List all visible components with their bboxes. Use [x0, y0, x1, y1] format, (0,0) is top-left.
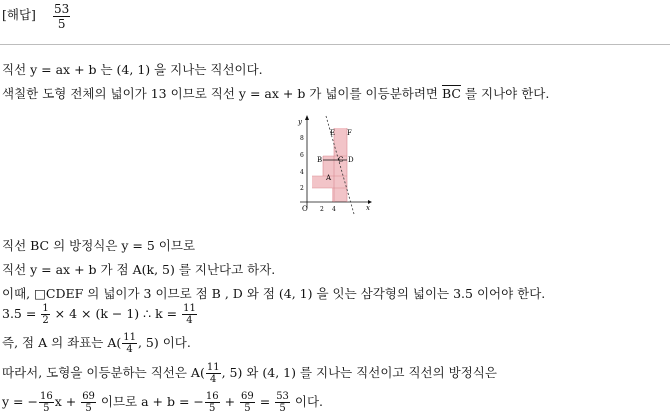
segment-bc: $\overline{BC}$ — [441, 86, 461, 101]
x-tick: 2 — [320, 206, 324, 213]
solution-line-8: 따라서, 도형을 이등분하는 직선은 A( $\frac{11}{4}$ , 5) 와 (4, 1) 를 지나는 직선이고 직선의 방정식은 — [2, 362, 497, 385]
solution-line-4: 직선 y = ax + b 가 점 A(k, 5) 를 지난다고 하자. — [2, 262, 276, 277]
y-axis-arrow — [305, 115, 309, 120]
solution-line-3: 직선 BC 의 방정식은 y = 5 이므로 — [2, 238, 196, 253]
solution-line-7: 즉, 점 A 의 좌표는 A( $\frac{11}{4}$ , 5) 이다. — [2, 332, 191, 355]
origin-label: O — [302, 205, 308, 213]
answer-fraction: $\frac{53}{5}$ — [54, 2, 70, 31]
point-label-b: B — [317, 156, 323, 164]
divider — [0, 44, 670, 45]
point-label-a: A — [326, 174, 332, 182]
y-tick: 8 — [300, 135, 304, 142]
x-tick: 4 — [332, 206, 336, 213]
x-axis-label: x — [366, 204, 370, 212]
answer-label: [해답] — [2, 7, 36, 22]
solution-line-6: 3.5 = $\frac{1}{2}$ × 4 × (k − 1) ∴ k = $\frac{11}{4}$ — [2, 303, 196, 326]
y-tick: 4 — [300, 169, 304, 176]
solution-line-5: 이때, □CDEF 의 넓이가 3 이므로 점 B , D 와 점 (4, 1) 을 잇는 삼각형의 넓이는 3.5 이어야 한다. — [2, 286, 546, 301]
solution-line-2: 색칠한 도형 전체의 넓이가 13 이므로 직선 y = ax + b 가 넓이를 이등분하려면 $\overline{BC}$ 를 지나야 한다. — [2, 86, 550, 101]
y-tick: 6 — [300, 152, 304, 159]
solution-line-1: 직선 y = ax + b 는 (4, 1) 을 지나는 직선이다. — [2, 62, 263, 77]
point-label-c: C — [338, 156, 344, 164]
y-axis-label: y — [298, 118, 302, 126]
y-tick: 2 — [300, 185, 304, 192]
solution-line-9: y = − $\frac{16}{5}$ x + $\frac{69}{5}$ 이므로 a + b = − $\frac{16}{5}$ + $\frac{69}{5}$ = $\frac{53}{5}$ 이다. — [2, 391, 324, 414]
point-label-d: D — [348, 156, 354, 164]
area-figure — [296, 112, 376, 216]
point-label-f: F — [347, 129, 352, 137]
shaded-region-middle — [323, 156, 347, 176]
point-label-e: E — [330, 129, 336, 137]
